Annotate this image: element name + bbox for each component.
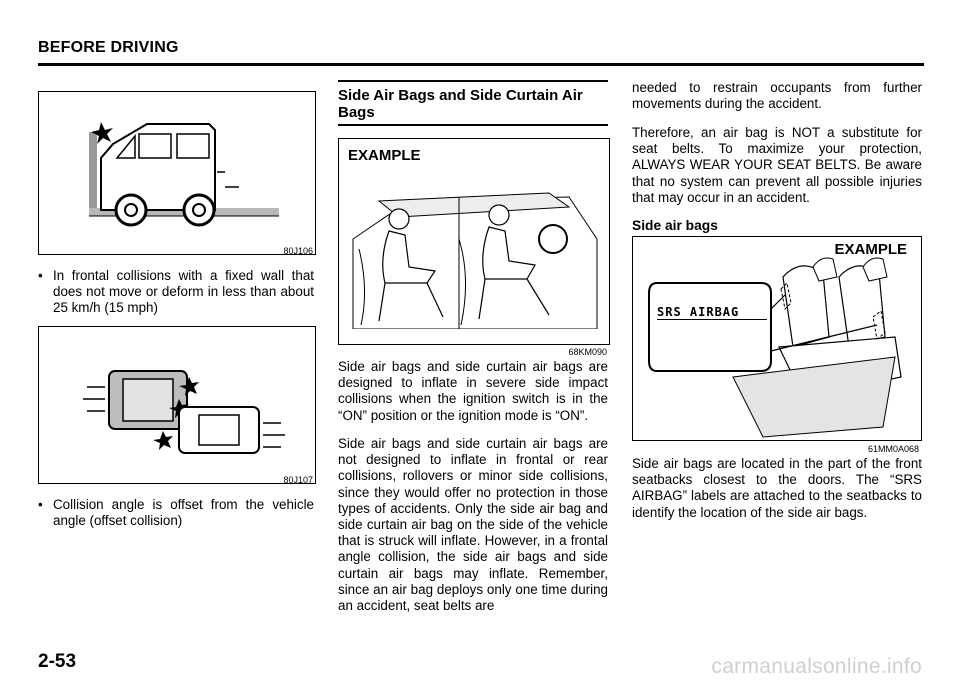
figure-code: 80J106 (283, 246, 313, 256)
paragraph-inflate-conditions: Side air bags and side curtain air bags are designed to inflate in severe side impact collisions when the ignition switch is in the “ON” position or the ignition mode is “ON”. (338, 359, 608, 423)
figure-offset-collision (38, 326, 316, 484)
paragraph-seatback-location: Side air bags are located in the part of the front seatbacks closest to the doors. The “SRS AIRBAG” labels are attached to the seatbacks to identify the location of the side air bags. (632, 456, 922, 520)
figure-side-air-bag (632, 236, 922, 454)
figure-code: 68KM090 (568, 347, 607, 357)
bullet-dot: • (38, 497, 43, 512)
watermark: carmanualsonline.info (711, 655, 922, 678)
side-curtain-airbag-illustration (339, 179, 609, 329)
bullet-text: In frontal collisions with a fixed wall that does not move or deform in less than about 25 km/h (15 mph) (53, 268, 314, 316)
figure-side-curtain-airbag (338, 138, 610, 357)
example-label: EXAMPLE (834, 241, 907, 258)
bullet-frontal-collision (38, 268, 314, 320)
paragraph-not-designed: Side air bags and side curtain air bags are not designed to inflate in frontal or rear collisions, rollovers or minor side collisions, since they would offer no protection in those types of accidents. Only the side air bag and side curtain air bag on the side of the vehicle that is struck will inflate. However, in a frontal angle collision, the side air bags and side curtain air bags may inflate. Remember, since an air bag deploys only one time during an accident, seat belts are (338, 436, 608, 614)
section-rule-top (338, 80, 608, 82)
page-header-title: BEFORE DRIVING (38, 39, 179, 56)
section-title: Side Air Bags and Side Curtain Air Bags (338, 87, 583, 121)
bullet-offset-collision (38, 497, 314, 533)
figure-code: 61MM0A068 (867, 444, 919, 454)
srs-airbag-label: SRS AIRBAG (657, 305, 767, 320)
figure-frontal-collision (38, 91, 316, 255)
section-rule-bottom (338, 124, 608, 126)
page-number: 2-53 (38, 651, 77, 672)
side-air-bag-illustration (633, 237, 921, 440)
bullet-text: Collision angle is offset from the vehicle angle (offset collision) (53, 497, 314, 529)
frontal-collision-illustration (39, 92, 315, 254)
offset-collision-illustration (39, 327, 315, 483)
figure-code: 80J107 (283, 475, 313, 485)
paragraph-restrain-occupants: needed to restrain occupants from further movements during the accident. (632, 80, 922, 112)
subheading-side-air-bags: Side air bags (632, 218, 718, 233)
example-label: EXAMPLE (348, 147, 421, 164)
bullet-dot: • (38, 268, 43, 283)
paragraph-not-substitute: Therefore, an air bag is NOT a substitute for seat belts. To maximize your protection, ALWAYS WEAR YOUR SEAT BELTS. Be aware that no system can prevent all possible injuries that may occur in an accident. (632, 125, 922, 205)
header-rule (38, 63, 924, 66)
